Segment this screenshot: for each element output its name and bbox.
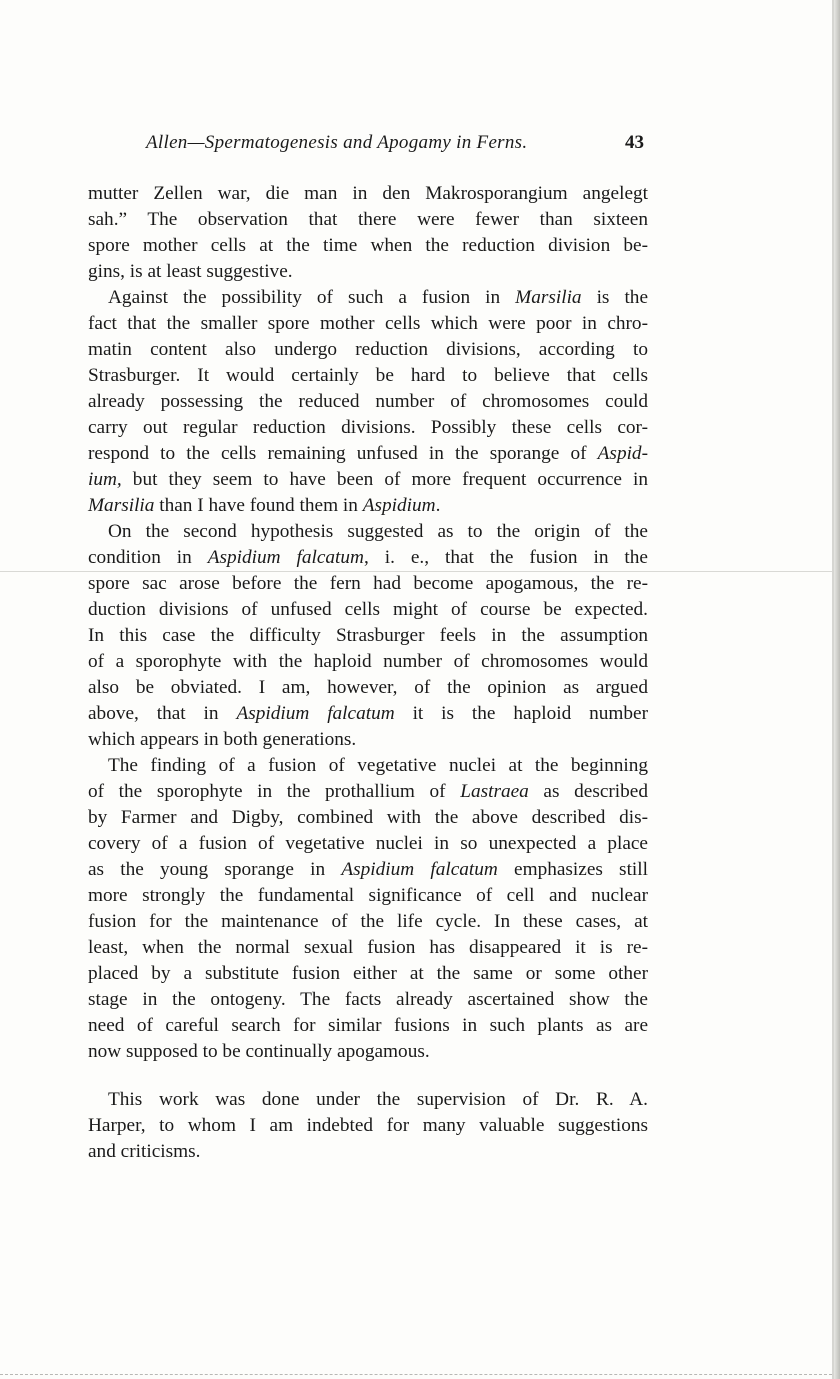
text-line: fusion for the maintenance of the life cycle. In these cases, at xyxy=(88,911,648,932)
text-line: Against the possibility of such a fusion in Marsilia is the xyxy=(108,287,648,308)
text-line: as the young sporange in Aspidium falcatum emphasizes still xyxy=(88,859,648,880)
text-line: duction divisions of unfused cells might of course be expected. xyxy=(88,599,648,620)
running-head: Allen—Spermatogenesis and Apogamy in Ferns. xyxy=(146,132,528,153)
text-line: stage in the ontogeny. The facts already ascertained show the xyxy=(88,989,648,1010)
text-line: mutter Zellen war, die man in den Makrosporangium angelegt xyxy=(88,183,648,204)
text-line: gins, is at least suggestive. xyxy=(88,261,293,282)
text-line: On the second hypothesis suggested as to the origin of the xyxy=(108,521,648,542)
text-line: Marsilia than I have found them in Aspidium. xyxy=(88,495,441,516)
text-line: above, that in Aspidium falcatum it is the haploid number xyxy=(88,703,649,724)
text-line: placed by a substitute fusion either at the same or some other xyxy=(88,963,648,984)
acknowledgement xyxy=(88,1087,648,1165)
text-line: spore sac arose before the fern had become apogamous, the re- xyxy=(88,573,648,594)
text-line: least, when the normal sexual fusion has disappeared it is re- xyxy=(88,937,648,958)
text-line: covery of a fusion of vegetative nuclei in so unexpected a place xyxy=(88,833,648,854)
text-line: now supposed to be continually apogamous. xyxy=(88,1041,430,1062)
text-line: Harper, to whom I am indebted for many valuable suggestions xyxy=(88,1115,648,1136)
text-line: fact that the smaller spore mother cells which were poor in chro- xyxy=(88,313,648,334)
text-line: of the sporophyte in the prothallium of Lastraea as described xyxy=(88,781,648,802)
bottom-edge xyxy=(0,1372,832,1375)
text-line: In this case the difficulty Strasburger feels in the assumption xyxy=(88,625,648,646)
text-line: ium, but they seem to have been of more frequent occurrence in xyxy=(88,469,648,490)
paragraph-3 xyxy=(88,519,648,753)
text-line: need of careful search for similar fusions in such plants as are xyxy=(88,1015,648,1036)
text-line: The finding of a fusion of vegetative nuclei at the beginning xyxy=(108,755,648,776)
text-line: spore mother cells at the time when the reduction division be- xyxy=(88,235,648,256)
text-line: more strongly the fundamental significance of cell and nuclear xyxy=(88,885,648,906)
text-line: of a sporophyte with the haploid number of chromosomes would xyxy=(88,651,648,672)
body-text xyxy=(88,181,648,1165)
page-header xyxy=(88,132,648,158)
text-line: and criticisms. xyxy=(88,1141,201,1162)
text-line: by Farmer and Digby, combined with the above described dis- xyxy=(88,807,648,828)
text-line: Strasburger. It would certainly be hard to believe that cells xyxy=(88,365,648,386)
page-edge xyxy=(834,0,840,1379)
paragraph-1 xyxy=(88,181,648,285)
text-line: This work was done under the supervision of Dr. R. A. xyxy=(108,1089,648,1110)
text-line: also be obviated. I am, however, of the opinion as argued xyxy=(88,677,648,698)
text-line: matin content also undergo reduction divisions, according to xyxy=(88,339,648,360)
text-line: sah.” The observation that there were fewer than sixteen xyxy=(88,209,648,230)
text-line: condition in Aspidium falcatum, i. e., that the fusion in the xyxy=(88,547,648,568)
text-line: already possessing the reduced number of chromosomes could xyxy=(88,391,648,412)
text-line: carry out regular reduction divisions. Possibly these cells cor- xyxy=(88,417,648,438)
paragraph-2 xyxy=(88,285,648,519)
page-number: 43 xyxy=(625,132,644,153)
text-line: which appears in both generations. xyxy=(88,729,357,750)
paragraph-4 xyxy=(88,753,648,1065)
text-line: respond to the cells remaining unfused in the sporange of Aspid- xyxy=(88,443,648,464)
